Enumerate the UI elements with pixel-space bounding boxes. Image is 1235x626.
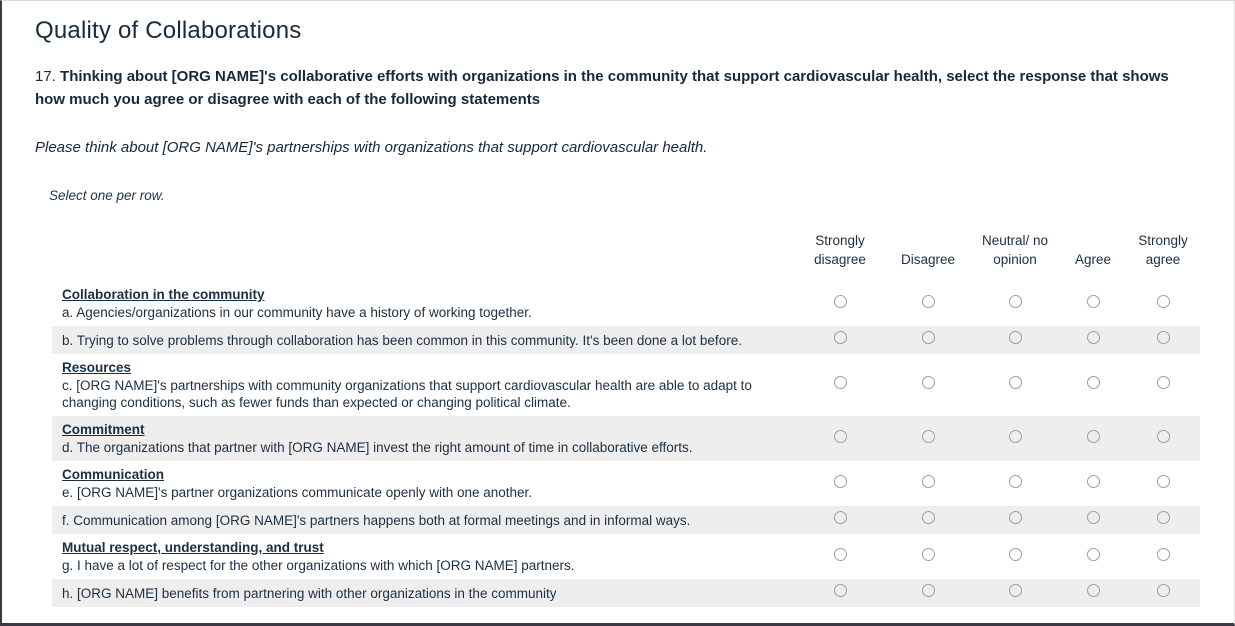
- row-statement: b. Trying to solve problems through collaboration has been common in this community. It's been done a lot before.: [62, 332, 742, 348]
- radio-button[interactable]: [922, 511, 935, 524]
- row-statement: f. Communication among [ORG NAME]'s partners happens both at formal meetings and in informal ways.: [62, 512, 691, 528]
- table-row: [52, 534, 1200, 579]
- option-cell: [794, 354, 886, 416]
- radio-button[interactable]: [1157, 295, 1170, 308]
- radio-button[interactable]: [1009, 376, 1022, 389]
- option-cell: [970, 461, 1060, 506]
- matrix-header-row: [52, 219, 1200, 281]
- statement-cell: [52, 579, 794, 607]
- statement-cell: [52, 354, 794, 416]
- question: [35, 65, 1200, 111]
- option-cell: [886, 416, 970, 461]
- option-cell: [1060, 281, 1126, 326]
- table-row: [52, 416, 1200, 461]
- option-cell: [794, 281, 886, 326]
- option-cell: [1060, 416, 1126, 461]
- radio-button[interactable]: [922, 584, 935, 597]
- statement-cell: [52, 281, 794, 326]
- radio-button[interactable]: [1157, 430, 1170, 443]
- radio-button[interactable]: [922, 548, 935, 561]
- option-cell: [886, 326, 970, 354]
- question-instruction: Please think about [ORG NAME]'s partnerships with organizations that support cardiovascular health.: [35, 139, 708, 156]
- page-title: Quality of Collaborations: [35, 17, 302, 44]
- radio-button[interactable]: [1087, 548, 1100, 561]
- option-cell: [886, 461, 970, 506]
- row-group-header: Collaboration in the community: [62, 287, 265, 302]
- column-header: Disagree: [900, 252, 956, 267]
- statement-cell: [52, 506, 794, 534]
- option-cell: [1126, 461, 1200, 506]
- radio-button[interactable]: [1157, 475, 1170, 488]
- option-cell: [886, 506, 970, 534]
- matrix-table: [52, 219, 1200, 607]
- radio-button[interactable]: [1157, 376, 1170, 389]
- radio-button[interactable]: [1009, 548, 1022, 561]
- row-statement: g. I have a lot of respect for the other organizations with which [ORG NAME] partners.: [62, 558, 575, 573]
- radio-button[interactable]: [1009, 475, 1022, 488]
- radio-button[interactable]: [1157, 331, 1170, 344]
- option-cell: [1126, 506, 1200, 534]
- row-statement: h. [ORG NAME] benefits from partnering with other organizations in the community: [62, 585, 557, 601]
- radio-button[interactable]: [1087, 376, 1100, 389]
- radio-button[interactable]: [1157, 584, 1170, 597]
- radio-button[interactable]: [922, 295, 935, 308]
- option-cell: [970, 326, 1060, 354]
- option-cell: [1060, 326, 1126, 354]
- radio-button[interactable]: [1087, 475, 1100, 488]
- column-header: Neutral/ no opinion: [981, 233, 1049, 267]
- row-statement: a. Agencies/organizations in our community have a history of working together.: [62, 305, 532, 320]
- row-statement: d. The organizations that partner with [ORG NAME] invest the right amount of time in collaborative efforts.: [62, 440, 693, 455]
- radio-button[interactable]: [1087, 331, 1100, 344]
- table-row: [52, 281, 1200, 326]
- option-cell: [1060, 461, 1126, 506]
- statement-cell: [52, 416, 794, 461]
- option-cell: [886, 354, 970, 416]
- option-cell: [886, 534, 970, 579]
- statement-column-header: [52, 219, 794, 281]
- option-cell: [1126, 534, 1200, 579]
- radio-button[interactable]: [1087, 295, 1100, 308]
- table-row: [52, 579, 1200, 607]
- table-row: [52, 354, 1200, 416]
- option-cell: [1060, 579, 1126, 607]
- row-group-header: Resources: [62, 360, 132, 375]
- question-number: 17.: [35, 68, 56, 85]
- option-cell: [794, 326, 886, 354]
- option-cell: [1126, 354, 1200, 416]
- option-cell: [970, 416, 1060, 461]
- option-cell: [1126, 281, 1200, 326]
- statement-cell: [52, 461, 794, 506]
- row-group-header: Commitment: [62, 422, 145, 437]
- radio-button[interactable]: [1009, 584, 1022, 597]
- row-group-header: Mutual respect, understanding, and trust: [62, 540, 324, 555]
- radio-button[interactable]: [1009, 295, 1022, 308]
- option-cell: [794, 534, 886, 579]
- option-cell: [970, 281, 1060, 326]
- radio-button[interactable]: [834, 511, 847, 524]
- row-group-header: Communication: [62, 467, 165, 482]
- option-cell: [1126, 326, 1200, 354]
- matrix-body: [52, 281, 1200, 607]
- option-cell: [1060, 354, 1126, 416]
- radio-button[interactable]: [1009, 511, 1022, 524]
- radio-button[interactable]: [1087, 584, 1100, 597]
- radio-button[interactable]: [834, 331, 847, 344]
- option-cell: [886, 281, 970, 326]
- radio-button[interactable]: [922, 376, 935, 389]
- option-cell: [1060, 506, 1126, 534]
- option-cell: [970, 579, 1060, 607]
- column-header: Agree: [1074, 252, 1112, 267]
- radio-button[interactable]: [1087, 430, 1100, 443]
- column-header: Strongly disagree: [814, 233, 866, 267]
- radio-button[interactable]: [1157, 548, 1170, 561]
- radio-button[interactable]: [834, 376, 847, 389]
- radio-button[interactable]: [834, 295, 847, 308]
- option-cell: [794, 579, 886, 607]
- row-statement: e. [ORG NAME]'s partner organizations communicate openly with one another.: [62, 485, 533, 500]
- row-statement: c. [ORG NAME]'s partnerships with community organizations that support cardiovascular health are able to adapt to changing conditions, such as fewer funds than expected or changing political climate.: [62, 378, 752, 410]
- option-cell: [886, 579, 970, 607]
- radio-button[interactable]: [922, 475, 935, 488]
- radio-button[interactable]: [834, 584, 847, 597]
- option-cell: [794, 416, 886, 461]
- option-cell: [970, 354, 1060, 416]
- radio-button[interactable]: [834, 548, 847, 561]
- table-row: [52, 506, 1200, 534]
- select-one-hint: Select one per row.: [49, 188, 165, 203]
- radio-button[interactable]: [1009, 430, 1022, 443]
- option-cell: [794, 506, 886, 534]
- statement-cell: [52, 326, 794, 354]
- radio-button[interactable]: [922, 430, 935, 443]
- radio-button[interactable]: [1009, 331, 1022, 344]
- radio-button[interactable]: [922, 331, 935, 344]
- radio-button[interactable]: [1087, 511, 1100, 524]
- table-row: [52, 461, 1200, 506]
- option-cell: [794, 461, 886, 506]
- column-header: Strongly agree: [1138, 233, 1188, 267]
- question-text: Thinking about [ORG NAME]'s collaborative efforts with organizations in the community that support cardiovascular health, select the response that shows how much you agree or disagree with each of the following statements: [35, 68, 1169, 108]
- option-cell: [1126, 416, 1200, 461]
- statement-cell: [52, 534, 794, 579]
- radio-button[interactable]: [834, 430, 847, 443]
- option-cell: [970, 534, 1060, 579]
- radio-button[interactable]: [834, 475, 847, 488]
- option-cell: [1126, 579, 1200, 607]
- option-cell: [1060, 534, 1126, 579]
- radio-button[interactable]: [1157, 511, 1170, 524]
- option-cell: [970, 506, 1060, 534]
- table-row: [52, 326, 1200, 354]
